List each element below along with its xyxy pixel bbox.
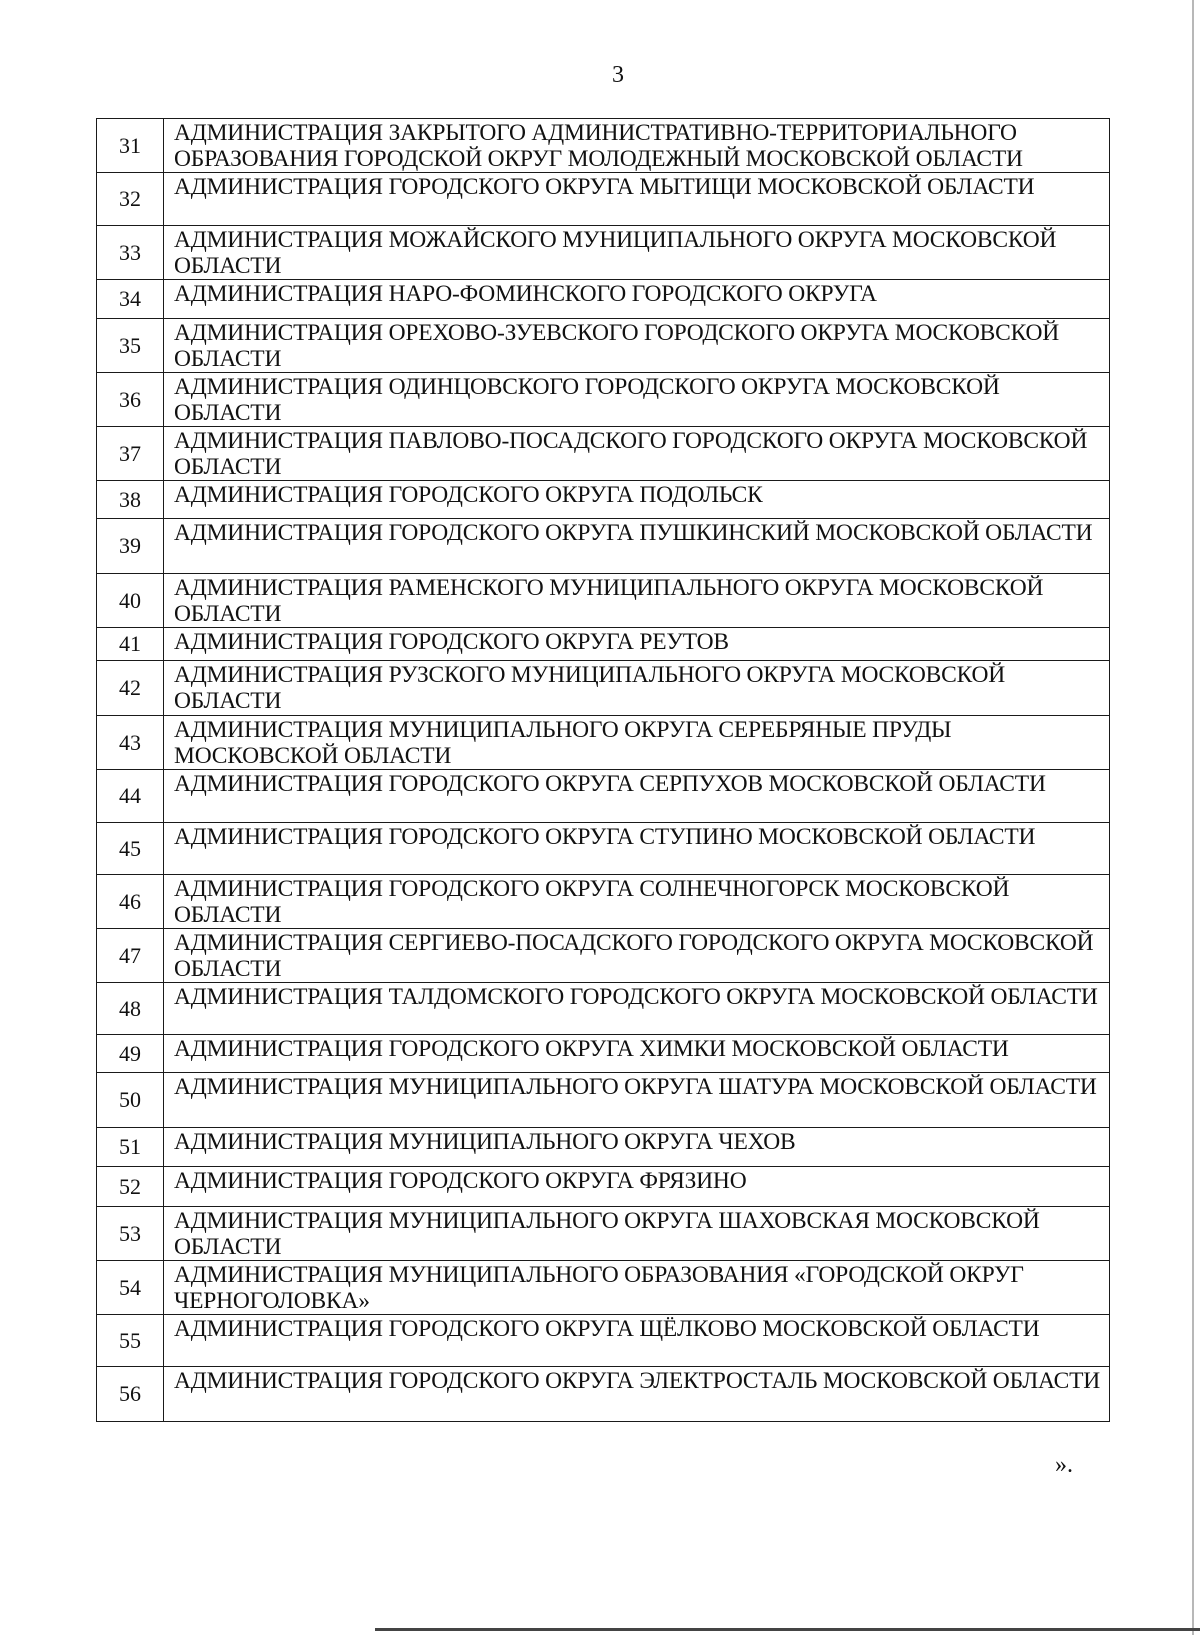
organization-name: АДМИНИСТРАЦИЯ МОЖАЙСКОГО МУНИЦИПАЛЬНОГО ОКРУГА МОСКОВСКОЙ ОБЛАСТИ — [164, 226, 1110, 280]
organization-name: АДМИНИСТРАЦИЯ ГОРОДСКОГО ОКРУГА СТУПИНО МОСКОВСКОЙ ОБЛАСТИ — [164, 823, 1110, 875]
table-row — [97, 319, 1110, 373]
row-number: 51 — [97, 1128, 164, 1167]
organization-name: АДМИНИСТРАЦИЯ ТАЛДОМСКОГО ГОРОДСКОГО ОКРУГА МОСКОВСКОЙ ОБЛАСТИ — [164, 983, 1110, 1035]
table-row — [97, 1035, 1110, 1073]
scan-bottom-line — [375, 1628, 1200, 1631]
organization-name: АДМИНИСТРАЦИЯ ОДИНЦОВСКОГО ГОРОДСКОГО ОКРУГА МОСКОВСКОЙ ОБЛАСТИ — [164, 373, 1110, 427]
row-number: 53 — [97, 1207, 164, 1261]
table-row — [97, 1207, 1110, 1261]
row-number: 35 — [97, 319, 164, 373]
table-row — [97, 226, 1110, 280]
table-row — [97, 983, 1110, 1035]
table-row — [97, 823, 1110, 875]
table-row — [97, 1073, 1110, 1128]
row-number: 49 — [97, 1035, 164, 1073]
table-row — [97, 519, 1110, 574]
table-row — [97, 1261, 1110, 1315]
row-number: 45 — [97, 823, 164, 875]
row-number: 37 — [97, 427, 164, 481]
organization-name: АДМИНИСТРАЦИЯ ГОРОДСКОГО ОКРУГА ПУШКИНСКИЙ МОСКОВСКОЙ ОБЛАСТИ — [164, 519, 1110, 574]
row-number: 33 — [97, 226, 164, 280]
row-number: 47 — [97, 929, 164, 983]
table-row — [97, 661, 1110, 716]
row-number: 52 — [97, 1167, 164, 1207]
organization-name: АДМИНИСТРАЦИЯ МУНИЦИПАЛЬНОГО ОБРАЗОВАНИЯ «ГОРОДСКОЙ ОКРУГ ЧЕРНОГОЛОВКА» — [164, 1261, 1110, 1315]
table-row — [97, 1128, 1110, 1167]
organization-name: АДМИНИСТРАЦИЯ ОРЕХОВО-ЗУЕВСКОГО ГОРОДСКОГО ОКРУГА МОСКОВСКОЙ ОБЛАСТИ — [164, 319, 1110, 373]
row-number: 43 — [97, 716, 164, 770]
row-number: 46 — [97, 875, 164, 929]
organization-name: АДМИНИСТРАЦИЯ СЕРГИЕВО-ПОСАДСКОГО ГОРОДСКОГО ОКРУГА МОСКОВСКОЙ ОБЛАСТИ — [164, 929, 1110, 983]
organization-name: АДМИНИСТРАЦИЯ ЗАКРЫТОГО АДМИНИСТРАТИВНО-ТЕРРИТОРИАЛЬНОГО ОБРАЗОВАНИЯ ГОРОДСКОЙ ОКРУГ МОЛОДЕЖНЫЙ МОСКОВСКОЙ ОБЛАСТИ — [164, 119, 1110, 173]
organization-name: АДМИНИСТРАЦИЯ ГОРОДСКОГО ОКРУГА СОЛНЕЧНОГОРСК МОСКОВСКОЙ ОБЛАСТИ — [164, 875, 1110, 929]
organization-name: АДМИНИСТРАЦИЯ ГОРОДСКОГО ОКРУГА СЕРПУХОВ МОСКОВСКОЙ ОБЛАСТИ — [164, 770, 1110, 823]
table-row — [97, 119, 1110, 173]
organization-name: АДМИНИСТРАЦИЯ ГОРОДСКОГО ОКРУГА ХИМКИ МОСКОВСКОЙ ОБЛАСТИ — [164, 1035, 1110, 1073]
table-row — [97, 373, 1110, 427]
organization-name: АДМИНИСТРАЦИЯ МУНИЦИПАЛЬНОГО ОКРУГА ШАХОВСКАЯ МОСКОВСКОЙ ОБЛАСТИ — [164, 1207, 1110, 1261]
row-number: 44 — [97, 770, 164, 823]
organization-name: АДМИНИСТРАЦИЯ ГОРОДСКОГО ОКРУГА ЭЛЕКТРОСТАЛЬ МОСКОВСКОЙ ОБЛАСТИ — [164, 1367, 1110, 1422]
organization-name: АДМИНИСТРАЦИЯ ГОРОДСКОГО ОКРУГА МЫТИЩИ МОСКОВСКОЙ ОБЛАСТИ — [164, 173, 1110, 226]
organization-name: АДМИНИСТРАЦИЯ РУЗСКОГО МУНИЦИПАЛЬНОГО ОКРУГА МОСКОВСКОЙ ОБЛАСТИ — [164, 661, 1110, 716]
row-number: 31 — [97, 119, 164, 173]
table-row — [97, 1367, 1110, 1422]
organization-name: АДМИНИСТРАЦИЯ ГОРОДСКОГО ОКРУГА РЕУТОВ — [164, 628, 1110, 661]
organization-name: АДМИНИСТРАЦИЯ ГОРОДСКОГО ОКРУГА ФРЯЗИНО — [164, 1167, 1110, 1207]
organization-name: АДМИНИСТРАЦИЯ ГОРОДСКОГО ОКРУГА ЩЁЛКОВО МОСКОВСКОЙ ОБЛАСТИ — [164, 1315, 1110, 1367]
table-row — [97, 280, 1110, 319]
table-row — [97, 574, 1110, 628]
row-number: 48 — [97, 983, 164, 1035]
row-number: 42 — [97, 661, 164, 716]
row-number: 40 — [97, 574, 164, 628]
row-number: 50 — [97, 1073, 164, 1128]
row-number: 54 — [97, 1261, 164, 1315]
row-number: 32 — [97, 173, 164, 226]
row-number: 34 — [97, 280, 164, 319]
organization-name: АДМИНИСТРАЦИЯ МУНИЦИПАЛЬНОГО ОКРУГА ЧЕХОВ — [164, 1128, 1110, 1167]
organization-name: АДМИНИСТРАЦИЯ НАРО-ФОМИНСКОГО ГОРОДСКОГО ОКРУГА — [164, 280, 1110, 319]
organization-name: АДМИНИСТРАЦИЯ МУНИЦИПАЛЬНОГО ОКРУГА ШАТУРА МОСКОВСКОЙ ОБЛАСТИ — [164, 1073, 1110, 1128]
row-number: 38 — [97, 481, 164, 519]
table-row — [97, 875, 1110, 929]
row-number: 39 — [97, 519, 164, 574]
row-number: 36 — [97, 373, 164, 427]
row-number: 55 — [97, 1315, 164, 1367]
table-row — [97, 770, 1110, 823]
organization-name: АДМИНИСТРАЦИЯ МУНИЦИПАЛЬНОГО ОКРУГА СЕРЕБРЯНЫЕ ПРУДЫ МОСКОВСКОЙ ОБЛАСТИ — [164, 716, 1110, 770]
table-row — [97, 1315, 1110, 1367]
organizations-table — [96, 118, 1110, 1422]
scan-edge-line — [1192, 0, 1194, 1635]
table-row — [97, 173, 1110, 226]
table-row — [97, 427, 1110, 481]
table-row — [97, 929, 1110, 983]
table-row — [97, 716, 1110, 770]
table-body — [97, 119, 1110, 1422]
organization-name: АДМИНИСТРАЦИЯ ПАВЛОВО-ПОСАДСКОГО ГОРОДСКОГО ОКРУГА МОСКОВСКОЙ ОБЛАСТИ — [164, 427, 1110, 481]
organization-name: АДМИНИСТРАЦИЯ ГОРОДСКОГО ОКРУГА ПОДОЛЬСК — [164, 481, 1110, 519]
row-number: 56 — [97, 1367, 164, 1422]
closing-quote-mark: ». — [1055, 1452, 1073, 1478]
row-number: 41 — [97, 628, 164, 661]
page-number: 3 — [612, 62, 624, 88]
table-row — [97, 1167, 1110, 1207]
table-row — [97, 628, 1110, 661]
table-row — [97, 481, 1110, 519]
organization-name: АДМИНИСТРАЦИЯ РАМЕНСКОГО МУНИЦИПАЛЬНОГО ОКРУГА МОСКОВСКОЙ ОБЛАСТИ — [164, 574, 1110, 628]
